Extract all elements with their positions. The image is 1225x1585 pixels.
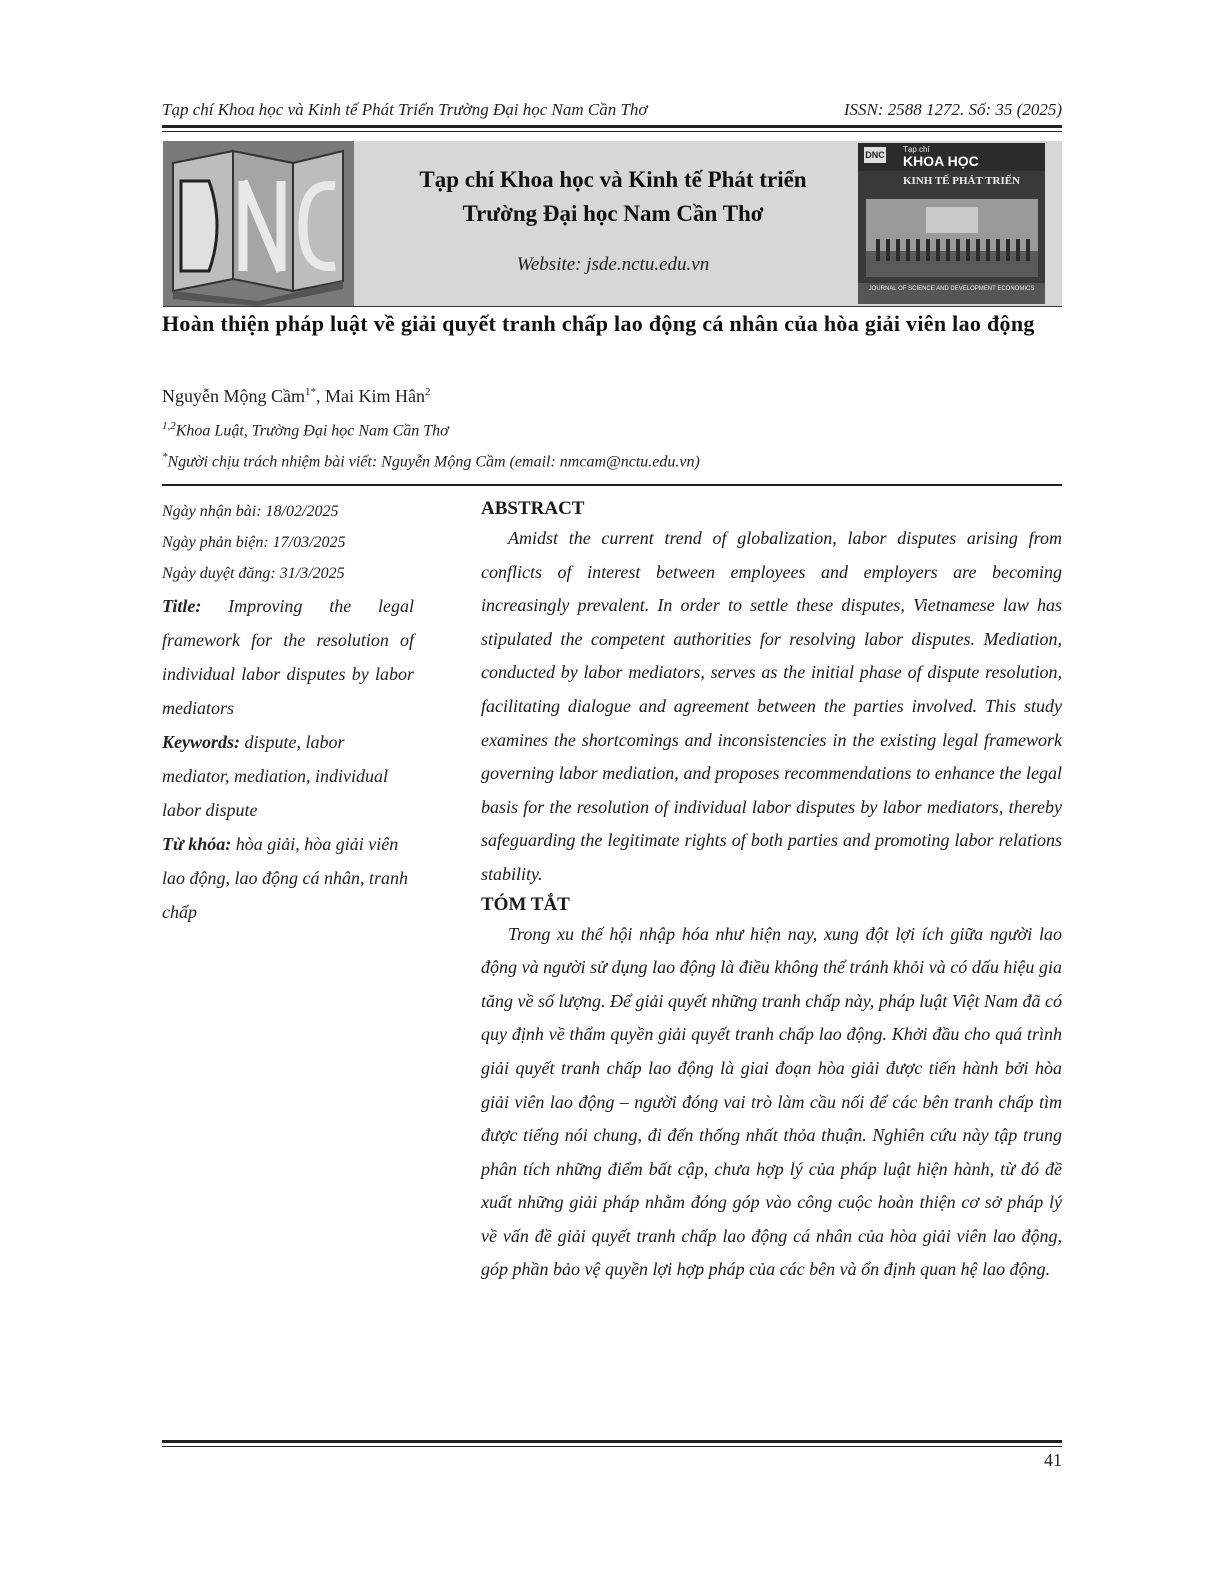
- cover-photo: [866, 199, 1038, 277]
- english-title-label: Title:: [162, 596, 202, 616]
- footer-rule-thin: [162, 1446, 1062, 1447]
- banner-title-line1: Tạp chí Khoa học và Kinh tế Phát triển: [419, 167, 807, 192]
- section-divider: [162, 484, 1062, 486]
- banner-title-line2: Trường Đại học Nam Cần Thơ: [462, 201, 764, 226]
- article-title: Hoàn thiện pháp luật về giải quyết tranh chấp lao động cá nhân của hòa giải viên lao động: [162, 311, 1035, 336]
- tukhoa: hòa giải, hòa giải viên lao động, lao động cá nhân, tranh chấp: [162, 834, 408, 922]
- author-separator: ,: [316, 386, 325, 406]
- cover-khoahoc: KHOA HỌC: [903, 153, 979, 169]
- header-rule-thick: [162, 125, 1062, 128]
- author-1: Nguyễn Mộng Cầm: [162, 386, 305, 406]
- banner-title: [383, 163, 843, 231]
- abstract-text: Amidst the current trend of globalization, labor disputes arising from conflicts of interest between employees and employers are becoming increasingly prevalent. In order to settle these disputes, Vietnamese law has stipulated the competent authorities for resolving labor disputes. Mediation, conducted by labor mediators, serves as the initial phase of dispute resolution, facilitating dialogue and agreement between the parties involved. This study examines the shortcomings and inconsistencies in the existing legal framework governing labor mediation, and proposes recommendations to enhance the legal basis for the resolution of individual labor disputes by labor mediators, thereby safeguarding the legitimate rights of both parties and promoting labor relations stability.: [481, 528, 1062, 884]
- cover-logo: DNC: [864, 147, 886, 163]
- journal-cover-thumbnail: [858, 143, 1045, 304]
- author-1-affil-mark: 1*: [305, 386, 316, 398]
- tomtat-text: Trong xu thế hội nhập hóa như hiện nay, xung đột lợi ích giữa người lao động và người sử dụng lao động là điều không thể tránh khỏi và có dấu hiệu gia tăng về số lượng. Để giải quyết những tranh chấp này, pháp luật Việt Nam đã có quy định về thẩm quyền giải quyết tranh chấp lao động. Khởi đầu cho quá trình giải quyết tranh chấp lao động là giai đoạn hòa giải được tiến hành bởi hòa giải viên lao động – người đóng vai trò làm cầu nối để các bên tranh chấp tìm được tiếng nói chung, đi đến thống nhất thỏa thuận. Nghiên cứu này tập trung phân tích những điểm bất cập, chưa hợp lý của pháp luật hiện hành, từ đó đề xuất những giải pháp nhằm đóng góp vào công cuộc hoàn thiện cơ sở pháp lý về vấn đề giải quyết tranh chấp lao động cá nhân của hòa giải viên lao động, góp phần bảo vệ quyền lợi hợp pháp của các bên và ổn định quan hệ lao động.: [481, 923, 1062, 1280]
- corresponding-mark: *: [162, 451, 168, 463]
- abstract-heading: ABSTRACT: [481, 498, 585, 519]
- cover-footer-text: JOURNAL OF SCIENCE AND DEVELOPMENT ECONOMICS: [868, 286, 1035, 292]
- keywords-block: [162, 725, 414, 827]
- affiliation-mark: 1,2: [162, 420, 176, 432]
- issn-issue: ISSN: 2588 1272. Số: 35 (2025): [843, 100, 1062, 119]
- footer-rule-thick: [162, 1440, 1062, 1443]
- tukhoa-block: [162, 827, 414, 929]
- corresponding-author-line: [162, 451, 700, 471]
- affiliation-line: [162, 420, 449, 440]
- author-2-affil-mark: 2: [424, 386, 431, 398]
- cover-tapchi: Tạp chí: [903, 145, 930, 154]
- journal-website: Website: jsde.nctu.edu.vn: [516, 254, 710, 275]
- dnc-logo: [163, 141, 354, 306]
- running-header: [162, 100, 1062, 120]
- abstract-column: [481, 496, 1062, 1287]
- journal-banner: [163, 141, 1062, 307]
- tukhoa-label: Từ khóa:: [162, 834, 232, 854]
- article-info-sidebar: [162, 496, 414, 929]
- english-title: Improving the legal framework for the resolution of individual labor disputes by labor mediators: [162, 596, 414, 718]
- cover-kinhte: KINH TẾ PHÁT TRIỂN: [902, 175, 1021, 187]
- keywords: dispute, labor mediator, mediation, individual labor dispute: [162, 732, 388, 820]
- accepted-date: Ngày duyệt đăng: 31/3/2025: [162, 565, 345, 582]
- affiliation: Khoa Luật, Trường Đại học Nam Cần Thơ: [175, 422, 449, 440]
- header-rule-thin: [162, 131, 1062, 132]
- dnc-logo-graphic: [163, 141, 354, 306]
- keywords-label: Keywords:: [162, 732, 240, 752]
- english-title-block: [162, 589, 414, 725]
- author-2: Mai Kim Hân: [325, 386, 425, 406]
- journal-name: Tạp chí Khoa học và Kinh tế Phát Triển Trường Đại học Nam Cần Thơ: [162, 100, 648, 119]
- review-date: Ngày phản biện: 17/03/2025: [162, 534, 346, 551]
- received-date: Ngày nhận bài: 18/02/2025: [162, 503, 339, 520]
- page-number: 41: [1044, 1450, 1062, 1470]
- author-line: [162, 386, 430, 407]
- corresponding-author: Người chịu trách nhiệm bài viết: Nguyễn Mộng Cầm (email: nmcam@nctu.edu.vn): [167, 453, 700, 471]
- cover-photo-graphic: [866, 199, 1038, 277]
- cover-footer: [858, 283, 1045, 304]
- tomtat-heading: TÓM TẮT: [481, 893, 570, 915]
